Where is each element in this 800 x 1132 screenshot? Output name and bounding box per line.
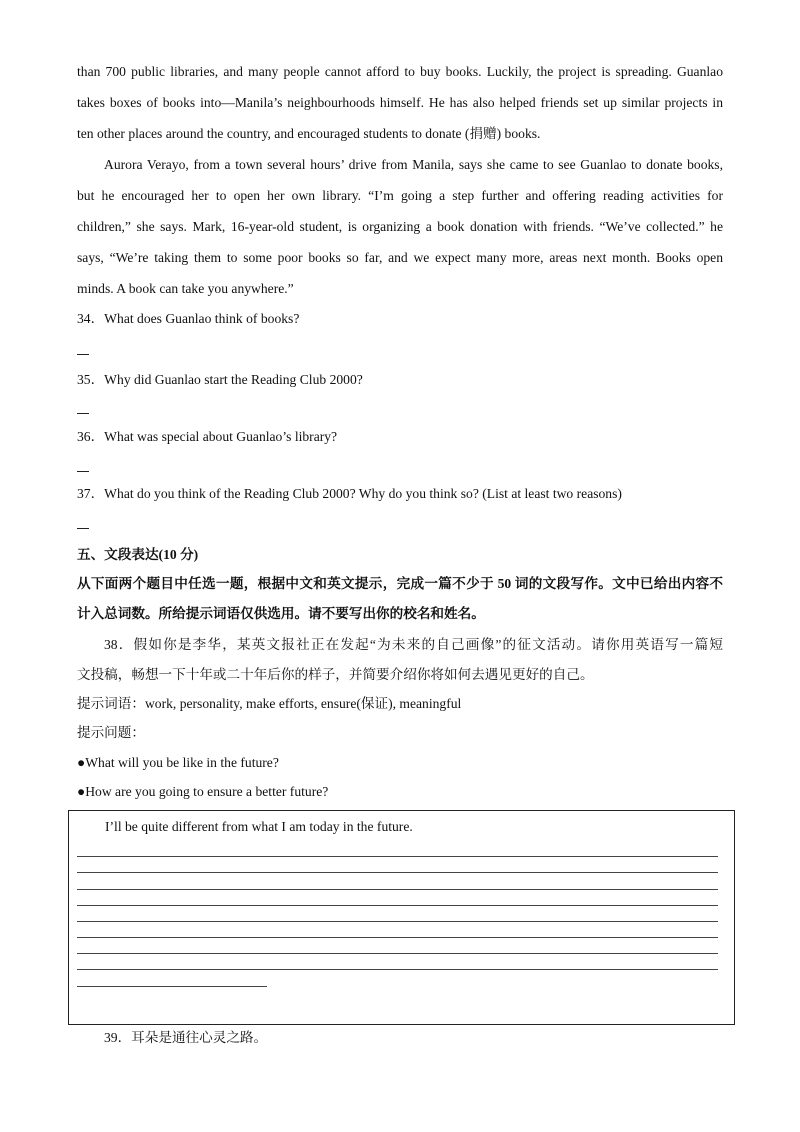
question-35: 35．Why did Guanlao start the Reading Club 2000? xyxy=(77,372,363,387)
question-36: 36．What was special about Guanlao’s library? xyxy=(77,429,338,444)
answer-blank[interactable] xyxy=(77,354,89,355)
writing-line xyxy=(77,872,718,873)
writing-line xyxy=(77,986,267,987)
question-38-line: 文投稿，畅想一下十年或二十年后你的样子，并简要介绍你将如何去遇见更好的自己。 xyxy=(77,667,594,682)
passage-line: ten other places around the country, and encouraged students to donate (捐赠) books. xyxy=(77,126,541,141)
writing-line xyxy=(77,921,718,922)
writing-line xyxy=(77,953,718,954)
passage-line: children,” she says. Mark, 16-year-old student, is organizing a book donation with friends. “We’ve collected.” he xyxy=(77,219,723,234)
question-34: 34．What does Guanlao think of books? xyxy=(77,311,300,326)
question-37: 37．What do you think of the Reading Club 2000? Why do you think so? (List at least two reasons) xyxy=(77,486,622,501)
answer-blank[interactable] xyxy=(77,413,89,414)
answer-blank[interactable] xyxy=(77,471,89,472)
passage-line: minds. A book can take you anywhere.” xyxy=(77,281,294,296)
passage-line: but he encouraged her to open her own library. “I’m going a step further and offering reading activities for xyxy=(77,188,723,203)
section-title: 五、文段表达(10 分) xyxy=(77,547,199,562)
hint-question: ●How are you going to ensure a better future? xyxy=(77,784,329,799)
answer-blank[interactable] xyxy=(77,528,89,529)
hint-question: ●What will you be like in the future? xyxy=(77,755,279,770)
passage-line: says, “We’re taking them to some poor books so far, and we expect many more, areas next month. Books open xyxy=(77,250,723,265)
hint-words: 提示词语：work, personality, make efforts, ensure(保证), meaningful xyxy=(77,696,462,711)
passage-line: takes boxes of books into—Manila’s neighbourhoods himself. He has also helped friends set up similar projects in xyxy=(77,95,723,110)
question-39: 39．耳朵是通往心灵之路。 xyxy=(104,1030,268,1045)
answer-box[interactable] xyxy=(68,810,735,1025)
writing-line xyxy=(77,905,718,906)
instruction-line: 计入总词数。所给提示词语仅供选用。请不要写出你的校名和姓名。 xyxy=(77,606,485,621)
passage-line: than 700 public libraries, and many people cannot afford to buy books. Luckily, the project is spreading. Guanlao xyxy=(77,64,723,79)
answer-box-start: I’ll be quite different from what I am today in the future. xyxy=(105,819,413,834)
question-38-line: 38．假如你是李华，某英文报社正在发起“为未来的自己画像”的征文活动。请你用英语写一篇短 xyxy=(104,637,723,652)
passage-line: Aurora Verayo, from a town several hours’ drive from Manila, says she came to see Guanlao to donate books, xyxy=(104,157,723,172)
instruction-line: 从下面两个题目中任选一题，根据中文和英文提示，完成一篇不少于 50 词的文段写作。文中已给出内容不 xyxy=(77,576,723,591)
writing-line xyxy=(77,856,718,857)
writing-line xyxy=(77,889,718,890)
hint-questions-label: 提示问题： xyxy=(77,725,145,740)
writing-line xyxy=(77,937,718,938)
writing-line xyxy=(77,969,718,970)
